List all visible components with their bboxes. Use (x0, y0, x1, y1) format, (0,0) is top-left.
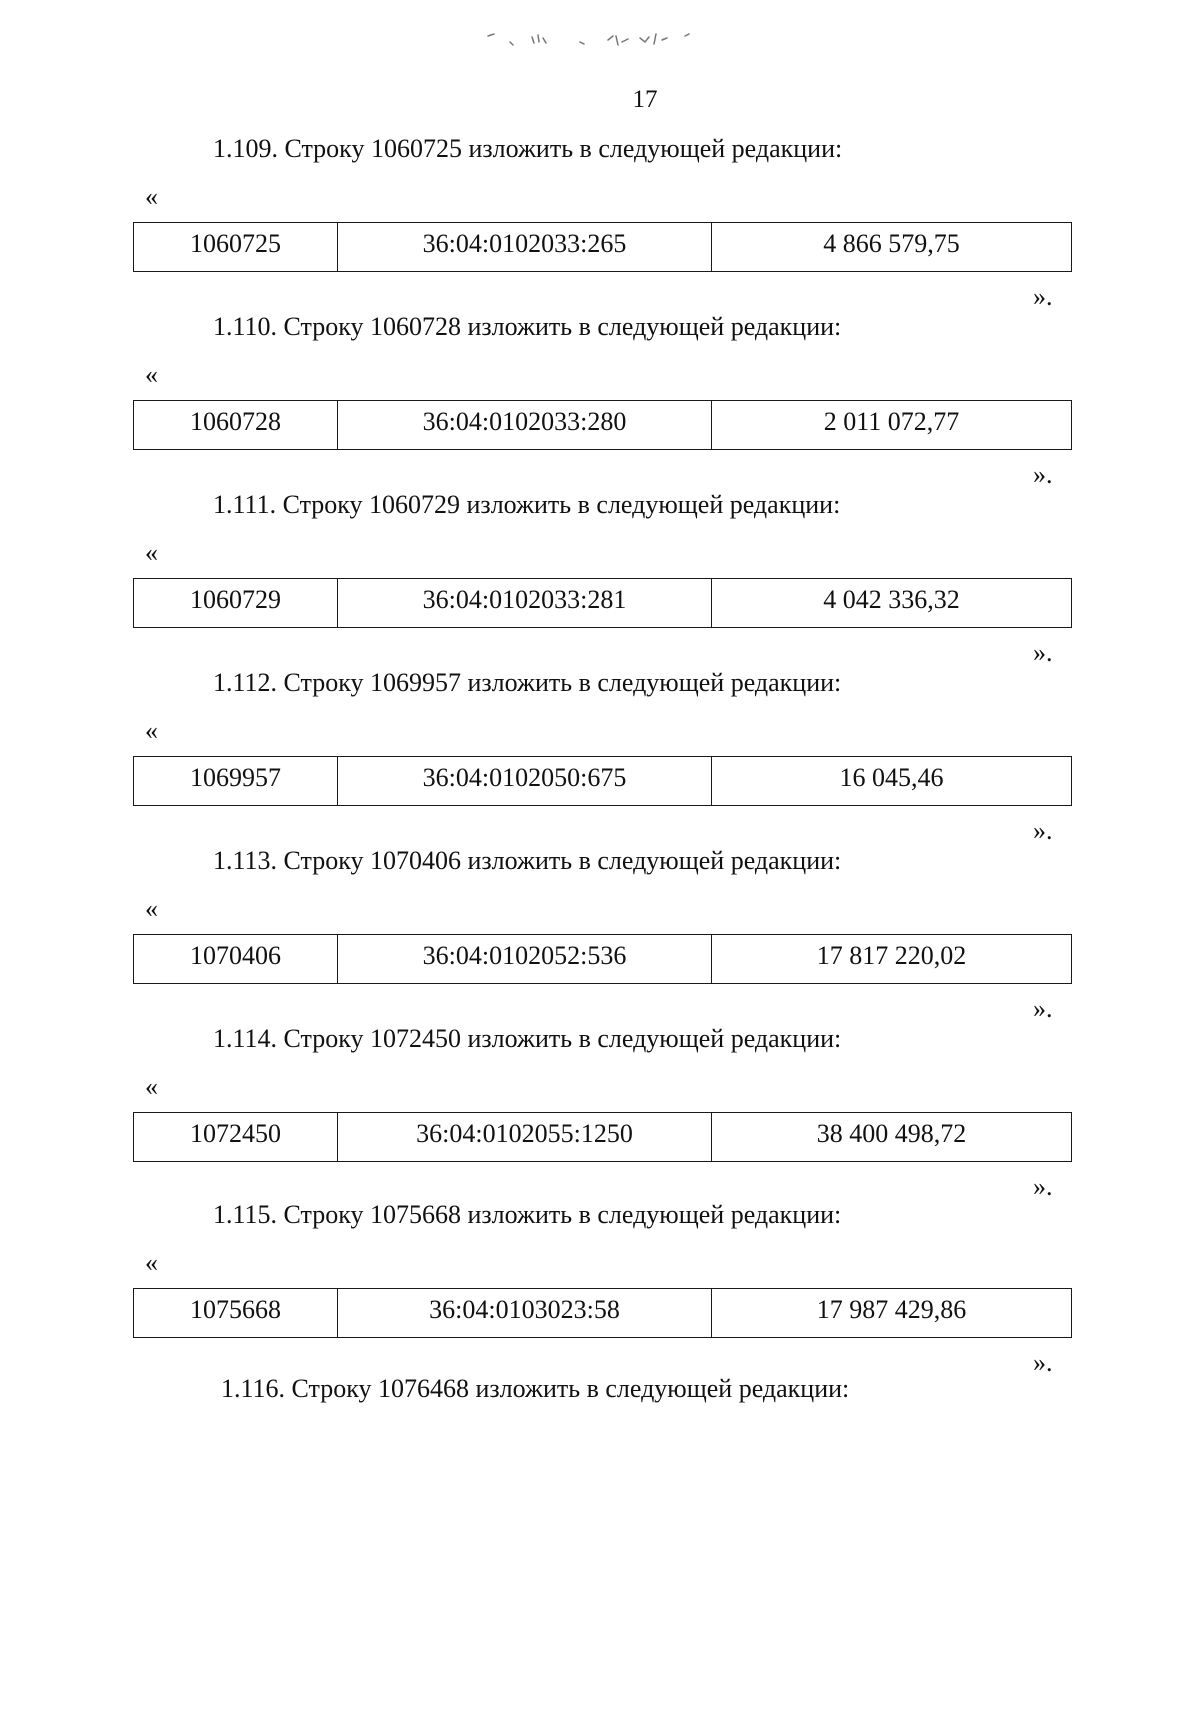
replacement-row-table (133, 222, 1072, 272)
open-quote: « (145, 1248, 158, 1277)
open-quote: « (145, 894, 158, 923)
value-cell: 2 011 072,77 (712, 401, 1072, 450)
value-cell: 17 817 220,02 (712, 935, 1072, 984)
replacement-row-table (133, 934, 1072, 984)
cadastral-number-cell: 36:04:0102050:675 (338, 757, 712, 806)
row-id-cell: 1060725 (134, 223, 338, 272)
row-id-cell: 1060729 (134, 579, 338, 628)
open-quote: « (145, 716, 158, 745)
replacement-row-table (133, 1112, 1072, 1162)
value-cell: 16 045,46 (712, 757, 1072, 806)
amendment-instruction: 1.114. Строку 1072450 изложить в следующей редакции: (213, 1024, 842, 1053)
table-row (134, 223, 1072, 272)
row-id-cell: 1069957 (134, 757, 338, 806)
table-row (134, 401, 1072, 450)
table-row (134, 579, 1072, 628)
replacement-row-table (133, 400, 1072, 450)
open-quote: « (145, 360, 158, 389)
amendment-instruction: 1.115. Строку 1075668 изложить в следующей редакции: (213, 1200, 842, 1229)
amendment-instruction: 1.113. Строку 1070406 изложить в следующей редакции: (213, 846, 842, 875)
close-quote: ». (1033, 1172, 1053, 1201)
replacement-row-table (133, 756, 1072, 806)
cadastral-number-cell: 36:04:0102033:281 (338, 579, 712, 628)
amendment-instruction: 1.109. Строку 1060725 изложить в следующей редакции: (213, 134, 843, 163)
open-quote: « (145, 538, 158, 567)
cadastral-number-cell: 36:04:0102033:265 (338, 223, 712, 272)
open-quote: « (145, 1072, 158, 1101)
table-row (134, 1289, 1072, 1338)
replacement-row-table (133, 578, 1072, 628)
close-quote: ». (1033, 816, 1053, 845)
table-row (134, 757, 1072, 806)
scan-noise-marks (480, 28, 740, 58)
row-id-cell: 1060728 (134, 401, 338, 450)
cadastral-number-cell: 36:04:0102055:1250 (338, 1113, 712, 1162)
table-row (134, 1113, 1072, 1162)
row-id-cell: 1070406 (134, 935, 338, 984)
close-quote: ». (1033, 282, 1053, 311)
page-number: 17 (632, 86, 658, 113)
replacement-row-table (133, 1288, 1072, 1338)
amendment-instruction: 1.111. Строку 1060729 изложить в следующей редакции: (213, 490, 841, 519)
amendment-instruction-1-116: 1.116. Строку 1076468 изложить в следующей редакции: (221, 1374, 850, 1403)
value-cell: 17 987 429,86 (712, 1289, 1072, 1338)
cadastral-number-cell: 36:04:0102033:280 (338, 401, 712, 450)
table-row (134, 935, 1072, 984)
close-quote: ». (1033, 460, 1053, 489)
cadastral-number-cell: 36:04:0102052:536 (338, 935, 712, 984)
amendment-instruction: 1.110. Строку 1060728 изложить в следующей редакции: (213, 312, 842, 341)
close-quote: ». (1033, 638, 1053, 667)
amendment-instruction: 1.112. Строку 1069957 изложить в следующей редакции: (213, 668, 842, 697)
value-cell: 4 866 579,75 (712, 223, 1072, 272)
cadastral-number-cell: 36:04:0103023:58 (338, 1289, 712, 1338)
row-id-cell: 1072450 (134, 1113, 338, 1162)
close-quote: ». (1033, 1348, 1053, 1377)
row-id-cell: 1075668 (134, 1289, 338, 1338)
value-cell: 4 042 336,32 (712, 579, 1072, 628)
open-quote: « (145, 182, 158, 211)
close-quote: ». (1033, 994, 1053, 1023)
value-cell: 38 400 498,72 (712, 1113, 1072, 1162)
